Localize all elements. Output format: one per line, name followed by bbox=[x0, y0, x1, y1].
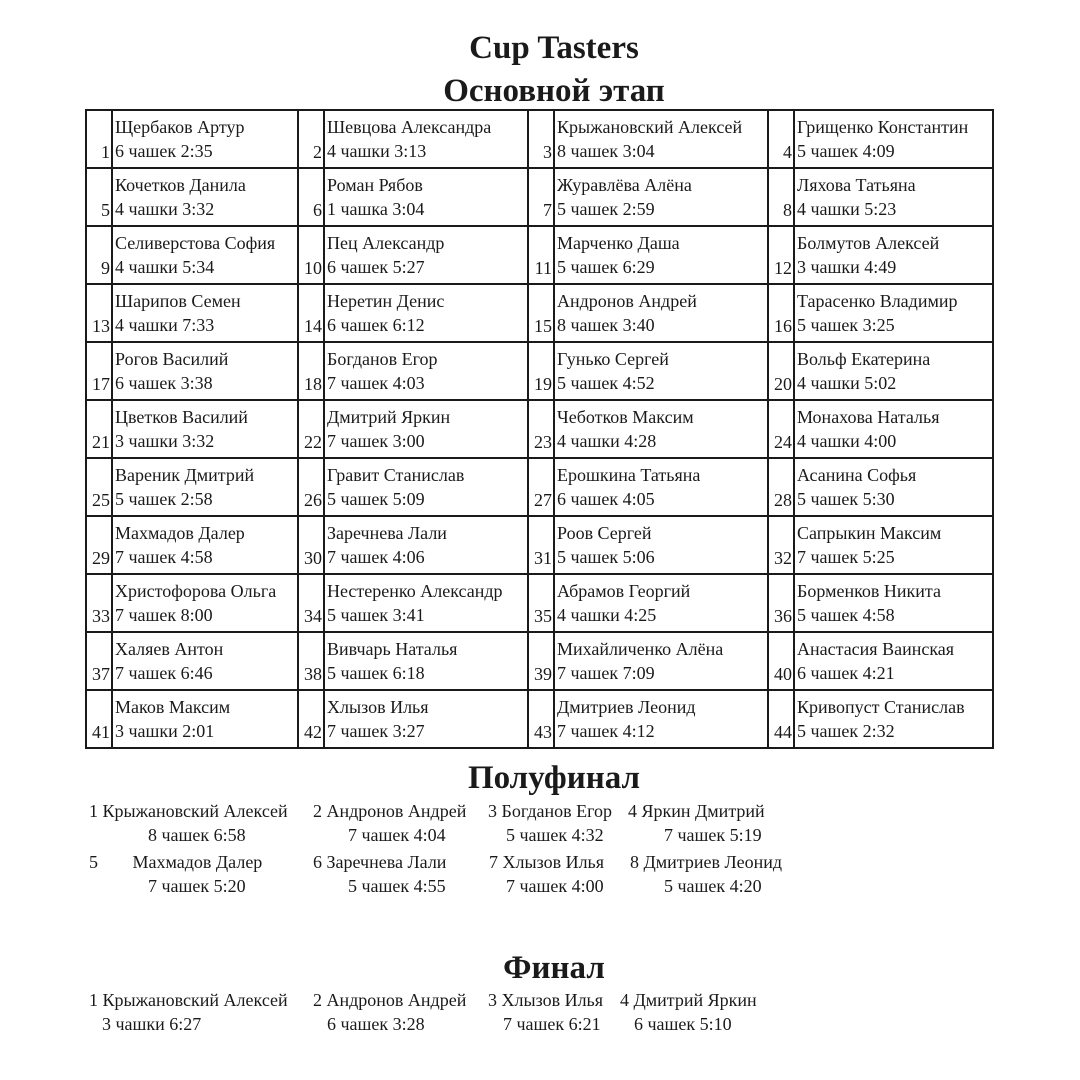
participant-name: Тарасенко Владимир bbox=[797, 291, 958, 311]
participant-cell bbox=[112, 400, 298, 458]
entry-number: 3 bbox=[488, 801, 497, 821]
entry-number: 8 bbox=[630, 852, 639, 872]
participant-name: Маков Максим bbox=[115, 697, 231, 717]
participant-number: 32 bbox=[768, 516, 794, 574]
participant-result: 3 чашки 4:49 bbox=[797, 257, 897, 277]
participant-cell bbox=[112, 284, 298, 342]
participant-result: 4 чашки 4:00 bbox=[797, 431, 897, 451]
participant-number: 18 bbox=[298, 342, 324, 400]
entry-result: 7 чашек 5:19 bbox=[664, 825, 762, 845]
entry-number: 1 bbox=[89, 801, 98, 821]
participant-number: 38 bbox=[298, 632, 324, 690]
participant-number: 6 bbox=[298, 168, 324, 226]
participant-number: 30 bbox=[298, 516, 324, 574]
participant-number: 4 bbox=[768, 110, 794, 168]
participant-number: 21 bbox=[86, 400, 112, 458]
participant-number: 20 bbox=[768, 342, 794, 400]
participant-cell bbox=[794, 400, 993, 458]
participant-result: 3 чашки 2:01 bbox=[115, 721, 215, 741]
participant-result: 7 чашек 4:12 bbox=[557, 721, 655, 741]
entry-name: Хлызов Илья bbox=[502, 852, 605, 872]
participant-cell bbox=[112, 516, 298, 574]
participant-number: 5 bbox=[86, 168, 112, 226]
participant-name: Богданов Егор bbox=[327, 349, 438, 369]
participant-cell bbox=[554, 110, 768, 168]
participant-number: 15 bbox=[528, 284, 554, 342]
participant-result: 4 чашки 5:02 bbox=[797, 373, 897, 393]
participant-result: 4 чашки 3:32 bbox=[115, 199, 215, 219]
participant-result: 5 чашек 5:30 bbox=[797, 489, 895, 509]
entry-result: 5 чашек 4:20 bbox=[664, 876, 762, 896]
participant-result: 6 чашек 4:21 bbox=[797, 663, 895, 683]
participant-number: 27 bbox=[528, 458, 554, 516]
participant-cell bbox=[112, 632, 298, 690]
table-row bbox=[86, 284, 993, 342]
entry-name: Дмитриев Леонид bbox=[643, 852, 783, 872]
entry-number: 6 bbox=[313, 852, 322, 872]
entry-number: 2 bbox=[313, 990, 322, 1010]
participant-name: Роман Рябов bbox=[327, 175, 423, 195]
participant-result: 5 чашек 2:32 bbox=[797, 721, 895, 741]
entry-result: 7 чашек 5:20 bbox=[148, 876, 246, 896]
participant-result: 5 чашек 5:06 bbox=[557, 547, 655, 567]
participant-cell bbox=[554, 168, 768, 226]
entry-result: 6 чашек 5:10 bbox=[634, 1014, 732, 1034]
participant-name: Кочетков Данила bbox=[115, 175, 246, 195]
participant-number: 12 bbox=[768, 226, 794, 284]
participant-result: 8 чашек 3:04 bbox=[557, 141, 655, 161]
participant-result: 1 чашка 3:04 bbox=[327, 199, 425, 219]
entry-line bbox=[630, 851, 782, 873]
participant-cell bbox=[554, 342, 768, 400]
table-row bbox=[86, 632, 993, 690]
participant-cell bbox=[554, 458, 768, 516]
entry-name: Хлызов Илья bbox=[501, 990, 604, 1010]
participant-cell bbox=[794, 690, 993, 748]
participant-result: 7 чашек 3:00 bbox=[327, 431, 425, 451]
participant-number: 2 bbox=[298, 110, 324, 168]
entry-number: 4 bbox=[628, 801, 637, 821]
entry-line bbox=[313, 989, 466, 1011]
entry-number: 3 bbox=[488, 990, 497, 1010]
participant-name: Щербаков Артур bbox=[115, 117, 245, 137]
participant-name: Асанина Софья bbox=[797, 465, 917, 485]
participant-name: Абрамов Георгий bbox=[557, 581, 691, 601]
participant-cell bbox=[794, 458, 993, 516]
participant-result: 5 чашек 2:58 bbox=[115, 489, 213, 509]
participant-number: 35 bbox=[528, 574, 554, 632]
participant-cell bbox=[324, 284, 528, 342]
entry-name: Андронов Андрей bbox=[326, 801, 467, 821]
participant-number: 41 bbox=[86, 690, 112, 748]
participant-cell bbox=[554, 516, 768, 574]
participant-name: Селиверстова София bbox=[115, 233, 276, 253]
participant-number: 23 bbox=[528, 400, 554, 458]
participant-number: 8 bbox=[768, 168, 794, 226]
participant-name: Сапрыкин Максим bbox=[797, 523, 942, 543]
participant-cell bbox=[794, 632, 993, 690]
participant-number: 28 bbox=[768, 458, 794, 516]
participant-result: 5 чашек 4:58 bbox=[797, 605, 895, 625]
participant-name: Хлызов Илья bbox=[327, 697, 429, 717]
participant-cell bbox=[554, 690, 768, 748]
entry-name: Богданов Егор bbox=[501, 801, 613, 821]
participant-result: 4 чашки 5:34 bbox=[115, 257, 215, 277]
participant-number: 26 bbox=[298, 458, 324, 516]
table-row bbox=[86, 400, 993, 458]
participant-cell bbox=[794, 110, 993, 168]
participant-name: Вивчарь Наталья bbox=[327, 639, 458, 659]
entry-line bbox=[89, 989, 288, 1011]
participant-result: 7 чашек 4:06 bbox=[327, 547, 425, 567]
participant-name: Борменков Никита bbox=[797, 581, 941, 601]
entry-name: Андронов Андрей bbox=[326, 990, 467, 1010]
participant-result: 5 чашек 3:25 bbox=[797, 315, 895, 335]
participant-name: Неретин Денис bbox=[327, 291, 445, 311]
participant-cell bbox=[794, 516, 993, 574]
entry-name: Яркин Дмитрий bbox=[641, 801, 765, 821]
entry-name: Крыжановский Алексей bbox=[102, 990, 288, 1010]
participant-name: Заречнева Лали bbox=[327, 523, 447, 543]
participant-number: 13 bbox=[86, 284, 112, 342]
main-stage-title: Основной этап bbox=[443, 73, 665, 109]
participant-name: Вареник Дмитрий bbox=[115, 465, 255, 485]
participant-number: 44 bbox=[768, 690, 794, 748]
participant-name: Пец Александр bbox=[327, 233, 445, 253]
participant-cell bbox=[324, 400, 528, 458]
participant-result: 5 чашек 6:29 bbox=[557, 257, 655, 277]
participant-number: 9 bbox=[86, 226, 112, 284]
participant-result: 7 чашек 5:25 bbox=[797, 547, 895, 567]
participant-cell bbox=[324, 574, 528, 632]
entry-line bbox=[620, 989, 757, 1011]
entry-name: Махмадов Далер bbox=[132, 852, 263, 872]
entry-result: 6 чашек 3:28 bbox=[327, 1014, 425, 1034]
participant-name: Халяев Антон bbox=[115, 639, 224, 659]
participant-cell bbox=[794, 168, 993, 226]
participant-result: 7 чашек 8:00 bbox=[115, 605, 213, 625]
participant-result: 4 чашки 5:23 bbox=[797, 199, 897, 219]
participant-cell bbox=[112, 342, 298, 400]
participant-number: 16 bbox=[768, 284, 794, 342]
participant-name: Анастасия Ваинская bbox=[797, 639, 955, 659]
participant-number: 10 bbox=[298, 226, 324, 284]
participant-result: 6 чашек 6:12 bbox=[327, 315, 425, 335]
participant-name: Шевцова Александра bbox=[327, 117, 492, 137]
participant-cell bbox=[794, 226, 993, 284]
entry-result: 7 чашек 4:00 bbox=[506, 876, 604, 896]
table-row bbox=[86, 342, 993, 400]
participant-result: 7 чашек 4:03 bbox=[327, 373, 425, 393]
participant-name: Роов Сергей bbox=[557, 523, 652, 543]
participant-name: Ерошкина Татьяна bbox=[557, 465, 701, 485]
participant-cell bbox=[112, 110, 298, 168]
participant-number: 42 bbox=[298, 690, 324, 748]
table-row bbox=[86, 574, 993, 632]
participant-number: 24 bbox=[768, 400, 794, 458]
participant-number: 34 bbox=[298, 574, 324, 632]
participant-name: Цветков Василий bbox=[115, 407, 248, 427]
participant-result: 8 чашек 3:40 bbox=[557, 315, 655, 335]
participant-result: 5 чашек 4:52 bbox=[557, 373, 655, 393]
entry-number: 5 bbox=[89, 852, 98, 872]
participant-number: 29 bbox=[86, 516, 112, 574]
entry-line bbox=[89, 851, 262, 873]
participant-number: 43 bbox=[528, 690, 554, 748]
entry-line bbox=[89, 800, 288, 822]
participant-name: Ляхова Татьяна bbox=[797, 175, 916, 195]
participant-result: 7 чашек 6:46 bbox=[115, 663, 213, 683]
entry-line bbox=[489, 851, 604, 873]
entry-name: Крыжановский Алексей bbox=[102, 801, 288, 821]
entry-name: Дмитрий Яркин bbox=[633, 990, 757, 1010]
participant-name: Дмитриев Леонид bbox=[557, 697, 696, 717]
table-row bbox=[86, 516, 993, 574]
participant-result: 6 чашек 4:05 bbox=[557, 489, 655, 509]
participant-cell bbox=[112, 458, 298, 516]
participant-name: Гунько Сергей bbox=[557, 349, 669, 369]
participant-number: 39 bbox=[528, 632, 554, 690]
participant-number: 17 bbox=[86, 342, 112, 400]
participant-name: Махмадов Далер bbox=[115, 523, 245, 543]
entry-result: 5 чашек 4:55 bbox=[348, 876, 446, 896]
participant-result: 4 чашки 4:28 bbox=[557, 431, 657, 451]
participant-number: 40 bbox=[768, 632, 794, 690]
participant-name: Нестеренко Александр bbox=[327, 581, 503, 601]
participant-cell bbox=[554, 400, 768, 458]
participant-cell bbox=[554, 632, 768, 690]
participant-name: Грищенко Константин bbox=[797, 117, 969, 137]
participant-number: 3 bbox=[528, 110, 554, 168]
entry-result: 5 чашек 4:32 bbox=[506, 825, 604, 845]
participant-result: 4 чашки 3:13 bbox=[327, 141, 427, 161]
participant-name: Марченко Даша bbox=[557, 233, 680, 253]
participant-result: 7 чашек 3:27 bbox=[327, 721, 425, 741]
entry-line bbox=[313, 800, 466, 822]
participant-name: Шарипов Семен bbox=[115, 291, 241, 311]
entry-result: 7 чашек 6:21 bbox=[503, 1014, 601, 1034]
participant-cell bbox=[112, 168, 298, 226]
participant-result: 4 чашки 4:25 bbox=[557, 605, 657, 625]
participant-number: 11 bbox=[528, 226, 554, 284]
participant-number: 33 bbox=[86, 574, 112, 632]
participant-result: 5 чашек 4:09 bbox=[797, 141, 895, 161]
participant-number: 22 bbox=[298, 400, 324, 458]
participant-result: 5 чашек 6:18 bbox=[327, 663, 425, 683]
entry-number: 1 bbox=[89, 990, 98, 1010]
entry-result: 8 чашек 6:58 bbox=[148, 825, 246, 845]
table-row bbox=[86, 226, 993, 284]
table-row bbox=[86, 690, 993, 748]
final-title: Финал bbox=[503, 950, 605, 986]
participant-cell bbox=[112, 690, 298, 748]
participant-cell bbox=[324, 516, 528, 574]
entry-number: 2 bbox=[313, 801, 322, 821]
participant-number: 14 bbox=[298, 284, 324, 342]
participant-cell bbox=[554, 574, 768, 632]
participant-name: Вольф Екатерина bbox=[797, 349, 931, 369]
entry-result: 3 чашки 6:27 bbox=[102, 1014, 202, 1034]
participant-result: 7 чашек 7:09 bbox=[557, 663, 655, 683]
participant-cell bbox=[324, 168, 528, 226]
participant-number: 36 bbox=[768, 574, 794, 632]
entry-line bbox=[488, 800, 612, 822]
participant-cell bbox=[794, 342, 993, 400]
entry-line bbox=[488, 989, 603, 1011]
participant-name: Рогов Василий bbox=[115, 349, 229, 369]
participant-result: 5 чашек 3:41 bbox=[327, 605, 425, 625]
entry-result: 7 чашек 4:04 bbox=[348, 825, 446, 845]
participant-name: Болмутов Алексей bbox=[797, 233, 940, 253]
entry-number: 7 bbox=[489, 852, 498, 872]
entry-line bbox=[628, 800, 765, 822]
participant-result: 5 чашек 5:09 bbox=[327, 489, 425, 509]
participant-name: Журавлёва Алёна bbox=[557, 175, 692, 195]
participant-cell bbox=[324, 458, 528, 516]
participant-number: 19 bbox=[528, 342, 554, 400]
participant-name: Монахова Наталья bbox=[797, 407, 940, 427]
participant-result: 5 чашек 2:59 bbox=[557, 199, 655, 219]
table-row bbox=[86, 168, 993, 226]
participant-cell bbox=[794, 574, 993, 632]
participant-number: 25 bbox=[86, 458, 112, 516]
participant-cell bbox=[112, 574, 298, 632]
participant-name: Крыжановский Алексей bbox=[557, 117, 743, 137]
participant-name: Михайличенко Алёна bbox=[557, 639, 724, 659]
participant-result: 6 чашек 3:38 bbox=[115, 373, 213, 393]
participant-cell bbox=[324, 110, 528, 168]
entry-number: 4 bbox=[620, 990, 629, 1010]
participant-cell bbox=[324, 342, 528, 400]
table-row bbox=[86, 458, 993, 516]
participant-cell bbox=[324, 226, 528, 284]
participant-number: 31 bbox=[528, 516, 554, 574]
participant-name: Гравит Станислав bbox=[327, 465, 465, 485]
participant-cell bbox=[554, 284, 768, 342]
participant-number: 1 bbox=[86, 110, 112, 168]
participant-name: Андронов Андрей bbox=[557, 291, 697, 311]
participant-result: 4 чашки 7:33 bbox=[115, 315, 215, 335]
participant-name: Христофорова Ольга bbox=[115, 581, 277, 601]
participant-name: Чеботков Максим bbox=[557, 407, 694, 427]
participant-cell bbox=[324, 690, 528, 748]
entry-line bbox=[313, 851, 446, 873]
participant-cell bbox=[554, 226, 768, 284]
participant-number: 37 bbox=[86, 632, 112, 690]
semifinal-title: Полуфинал bbox=[467, 760, 641, 796]
participant-cell bbox=[794, 284, 993, 342]
participant-name: Дмитрий Яркин bbox=[327, 407, 451, 427]
participant-result: 3 чашки 3:32 bbox=[115, 431, 215, 451]
participant-cell bbox=[324, 632, 528, 690]
participant-result: 6 чашек 5:27 bbox=[327, 257, 425, 277]
main-stage-table bbox=[85, 109, 994, 749]
table-row bbox=[86, 110, 993, 168]
participant-number: 7 bbox=[528, 168, 554, 226]
participant-cell bbox=[112, 226, 298, 284]
participant-name: Кривопуст Станислав bbox=[797, 697, 965, 717]
page-title: Cup Tasters bbox=[469, 30, 639, 66]
participant-result: 6 чашек 2:35 bbox=[115, 141, 213, 161]
participant-result: 7 чашек 4:58 bbox=[115, 547, 213, 567]
entry-name: Заречнева Лали bbox=[326, 852, 447, 872]
